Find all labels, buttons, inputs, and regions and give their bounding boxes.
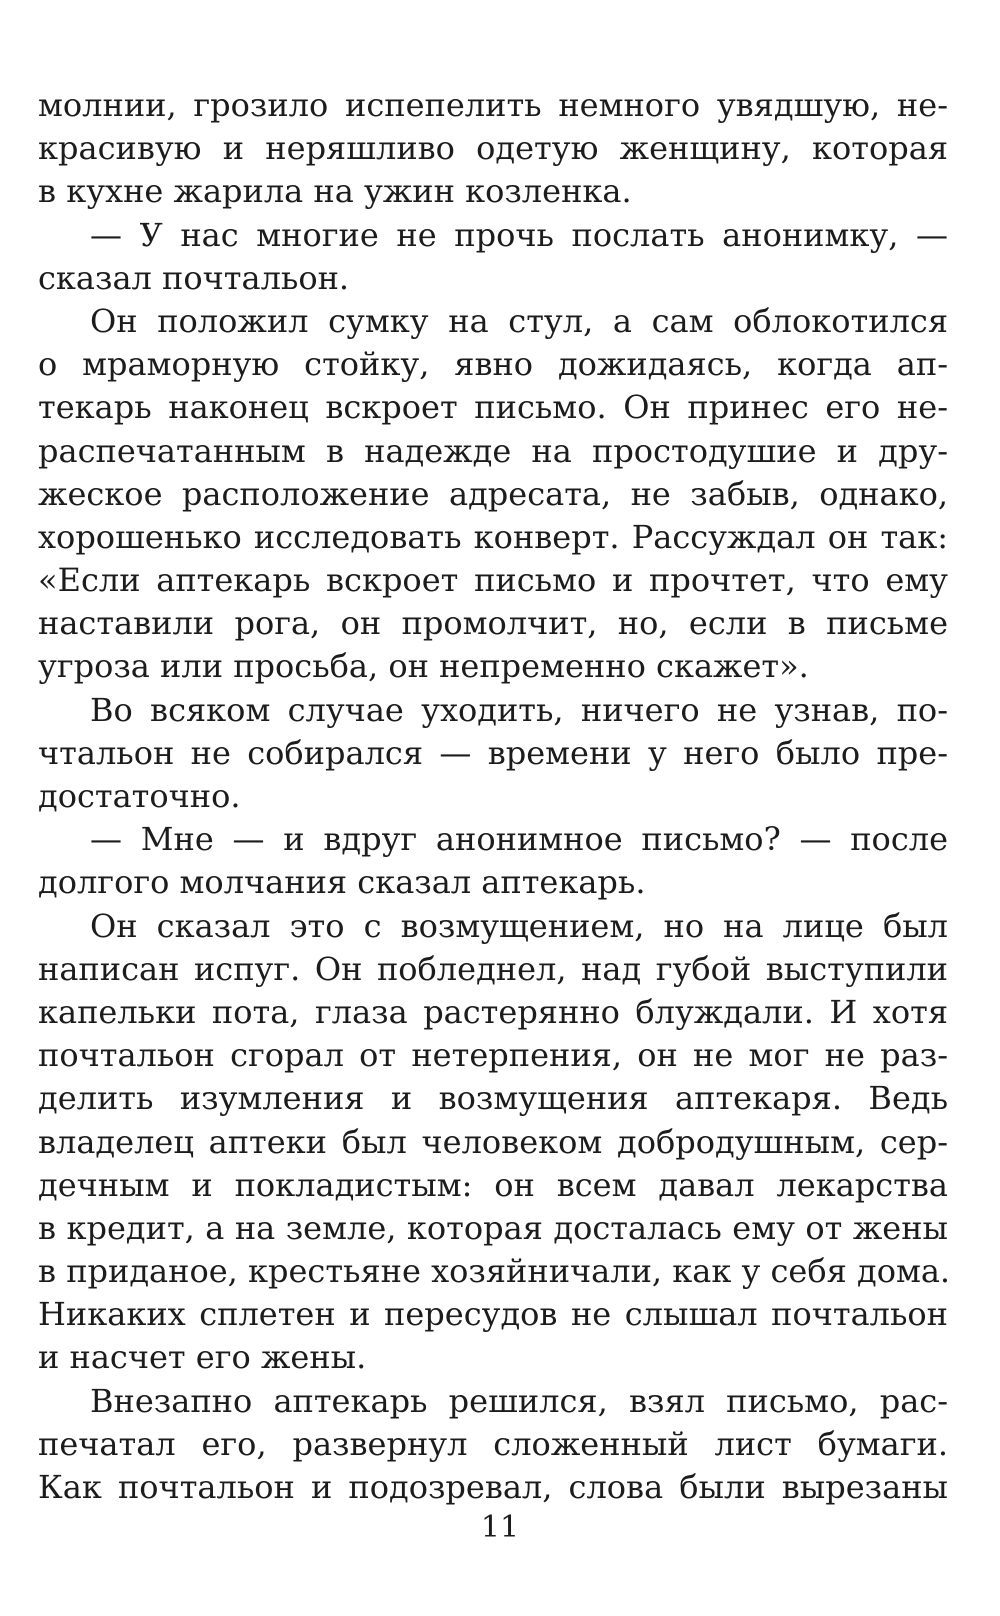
text-line: Он положил сумку на стул, а сам облокотился	[90, 301, 948, 340]
paragraph	[38, 905, 951, 1380]
text-line: жеское расположение адресата, не забыв, однако,	[38, 474, 948, 513]
paragraph	[38, 1380, 948, 1510]
body-text	[38, 84, 951, 1509]
text-line: хорошенько исследовать конверт. Рассуждал он так:	[38, 517, 948, 556]
text-line: Никаких сплетен и пересудов не слышал почтальон	[38, 1295, 948, 1334]
page-number: 11	[480, 1510, 520, 1545]
text-line: печатал его, развернул сложенный лист бумаги.	[38, 1424, 948, 1463]
text-line: в кредит, а на земле, которая досталась ему от жены	[38, 1208, 948, 1247]
text-line: о мраморную стойку, явно дожидаясь, когда ап-	[38, 345, 948, 384]
text-line: молнии, грозило испепелить немного увядшую, не-	[38, 86, 948, 124]
paragraph	[38, 84, 948, 214]
text-line: Внезапно аптекарь решился, взял письмо, рас-	[90, 1381, 948, 1420]
text-line: Во всяком случае уходить, ничего не узнав, по-	[90, 690, 948, 729]
text-line: текарь наконец вскроет письмо. Он принес его не-	[38, 388, 948, 427]
text-line: написан испуг. Он побледнел, над губой выступили	[38, 949, 948, 988]
text-line: в кухне жарила на ужин козленка.	[38, 172, 632, 211]
text-line: распечатанным в надежде на простодушие и дру-	[38, 431, 948, 470]
text-line: капельки пота, глаза растерянно блуждали. И хотя	[38, 992, 948, 1031]
text-line: красивую и неряшливо одетую женщину, которая	[38, 129, 948, 168]
text-line: чтальон не собирался — времени у него было пре-	[38, 733, 948, 772]
text-line: владелец аптеки был человеком добродушным, сер-	[38, 1122, 948, 1161]
text-line: почтальон сгорал от нетерпения, он не мог не раз-	[38, 1036, 948, 1075]
text-line: в приданое, крестьяне хозяйничали, как у себя дома.	[38, 1252, 951, 1291]
text-line: угроза или просьба, он непременно скажет».	[38, 647, 809, 686]
paragraph	[38, 300, 948, 689]
text-line: сказал почтальон.	[38, 258, 350, 297]
paragraph	[38, 689, 948, 819]
text-line: — У нас многие не прочь послать анонимку, —	[90, 215, 948, 254]
text-line: Он сказал это с возмущением, но на лице был	[90, 906, 948, 945]
text-line: достаточно.	[38, 777, 241, 815]
paragraph	[38, 818, 948, 904]
text-line: долгого молчания сказал аптекарь.	[38, 863, 646, 902]
text-line: наставили рога, он промолчит, но, если в письме	[38, 604, 948, 643]
text-line: Как почтальон и подозревал, слова были вырезаны	[38, 1468, 948, 1506]
text-line: делить изумления и возмущения аптекаря. Ведь	[38, 1079, 948, 1118]
text-line: — Мне — и вдруг анонимное письмо? — после	[90, 820, 948, 859]
text-line: и насчет его жены.	[38, 1338, 367, 1377]
text-line: дечным и покладистым: он всем давал лекарства	[38, 1165, 948, 1204]
text-line: «Если аптекарь вскроет письмо и прочтет, что ему	[38, 561, 948, 600]
paragraph	[38, 214, 948, 300]
